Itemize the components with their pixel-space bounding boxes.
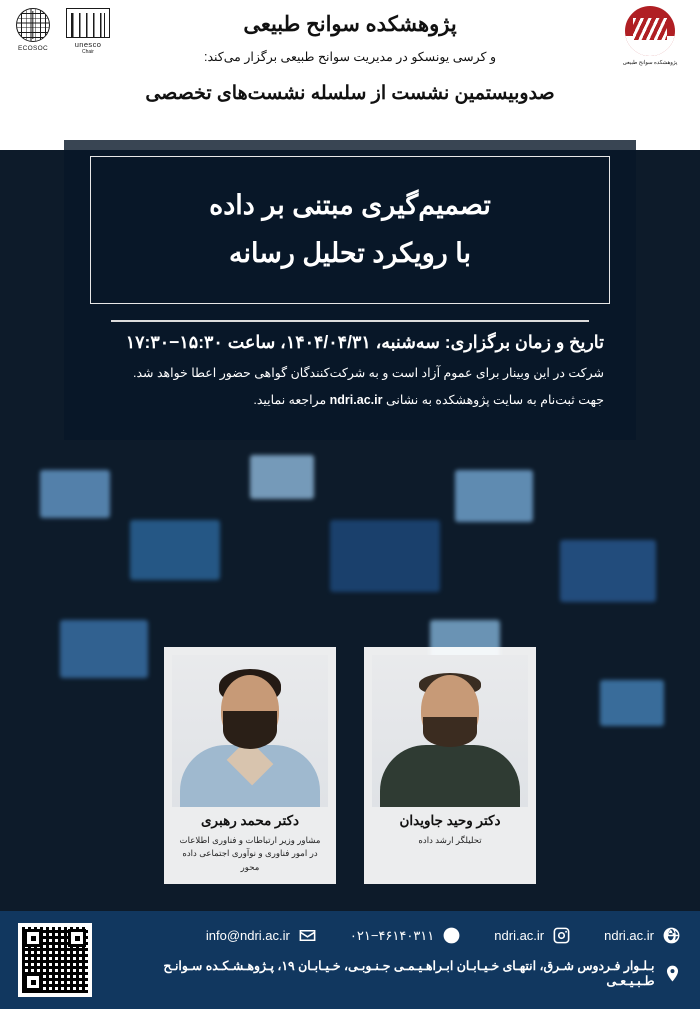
organization-title: پژوهشکده سوانح طبیعی: [243, 13, 457, 36]
attendance-note: شرکت در این وبینار برای عموم آزاد است و به شرکت‌کنندگان گواهی حضور اعطا خواهد شد.: [132, 365, 604, 380]
ndri-logo-caption: پژوهشکده سوانح طبیعی: [622, 60, 678, 66]
qr-finder-bottom-left: [24, 973, 42, 991]
unesco-wordmark: unesco: [74, 40, 102, 49]
address-text: بـلـوار فـردوس شـرق، انتهـای خـیـابـان ابـراهـیـمـی جـنـوبـی، خـیـابـان ۱۹، پـژوهـشـکـده سـوانـح طـبـیـعـی: [163, 959, 655, 988]
email-contact[interactable]: [206, 925, 318, 946]
location-pin-icon: [662, 963, 682, 984]
event-title-line-1: تصمیم‌گیری مبتنی بر داده: [209, 190, 491, 221]
panel-divider: [111, 320, 589, 322]
speaker-name: دکتر محمد رهبری: [200, 813, 300, 829]
unesco-chair-label: Chair: [82, 49, 94, 55]
registration-link[interactable]: ndri.ac.ir: [329, 392, 383, 407]
address-row: [0, 946, 700, 988]
contact-row: [0, 911, 700, 946]
phone-contact[interactable]: [350, 925, 462, 946]
speaker-role: مشاور وزیر ارتباطات و فناوری اطلاعات در امور فناوری و نوآوری اجتماعی داده محور: [179, 835, 321, 872]
globe-icon: [661, 925, 682, 946]
email-text: info@ndri.ac.ir: [205, 928, 290, 943]
qr-finder-top-right: [68, 929, 86, 947]
instagram-contact[interactable]: [494, 925, 572, 946]
phone-icon: [441, 925, 462, 946]
speaker-photo: [372, 655, 528, 807]
registration-note-before: جهت ثبت‌نام به سایت پژوهشکده به نشانی: [385, 392, 604, 407]
speaker-beard-shape: [423, 717, 477, 747]
speaker-card: [164, 647, 336, 884]
instagram-text: ndri.ac.ir: [494, 928, 545, 943]
speaker-photo: [172, 655, 328, 807]
phone-text: ۰۲۱−۴۶۱۴۰۳۱۱: [349, 927, 435, 943]
speaker-beard-shape: [223, 711, 277, 749]
footer-bar: [0, 911, 700, 1009]
ecosoc-wordmark: ECOSOC: [18, 45, 48, 52]
main-info-panel: [64, 140, 636, 440]
header-text-block: [0, 8, 700, 105]
speaker-body-shape: [380, 745, 520, 807]
qr-code[interactable]: [18, 923, 92, 997]
speakers-row: [0, 647, 700, 884]
instagram-icon: [551, 925, 572, 946]
registration-note-after: مراجعه نمایید.: [253, 392, 327, 407]
event-details: [90, 332, 610, 410]
envelope-icon: [297, 925, 318, 946]
website-text: ndri.ac.ir: [604, 928, 654, 943]
event-datetime: تاریخ و زمان برگزاری: سه‌شنبه، ۱۴۰۴/۰۴/۳۱، ساعت ۱۵:۳۰−۱۷:۳۰: [125, 331, 604, 352]
session-series-line: صدوبیستمین نشست از سلسله نشست‌های تخصصی: [145, 83, 555, 104]
speaker-role: تحلیلگر ارشد داده: [418, 835, 482, 846]
website-contact[interactable]: [604, 925, 682, 946]
speaker-card: [364, 647, 536, 884]
qr-code-pattern: [22, 927, 88, 993]
speaker-name: دکتر وحید جاویدان: [399, 813, 501, 829]
qr-finder-top-left: [24, 929, 42, 947]
event-title-line-2: با رویکرد تحلیل رسانه: [228, 238, 472, 268]
organization-subtitle: و کرسی یونسکو در مدیریت سوانح طبیعی برگزار می‌کند:: [204, 50, 496, 64]
title-frame: [90, 156, 610, 304]
registration-note: [96, 390, 604, 410]
header-band: [0, 0, 700, 150]
